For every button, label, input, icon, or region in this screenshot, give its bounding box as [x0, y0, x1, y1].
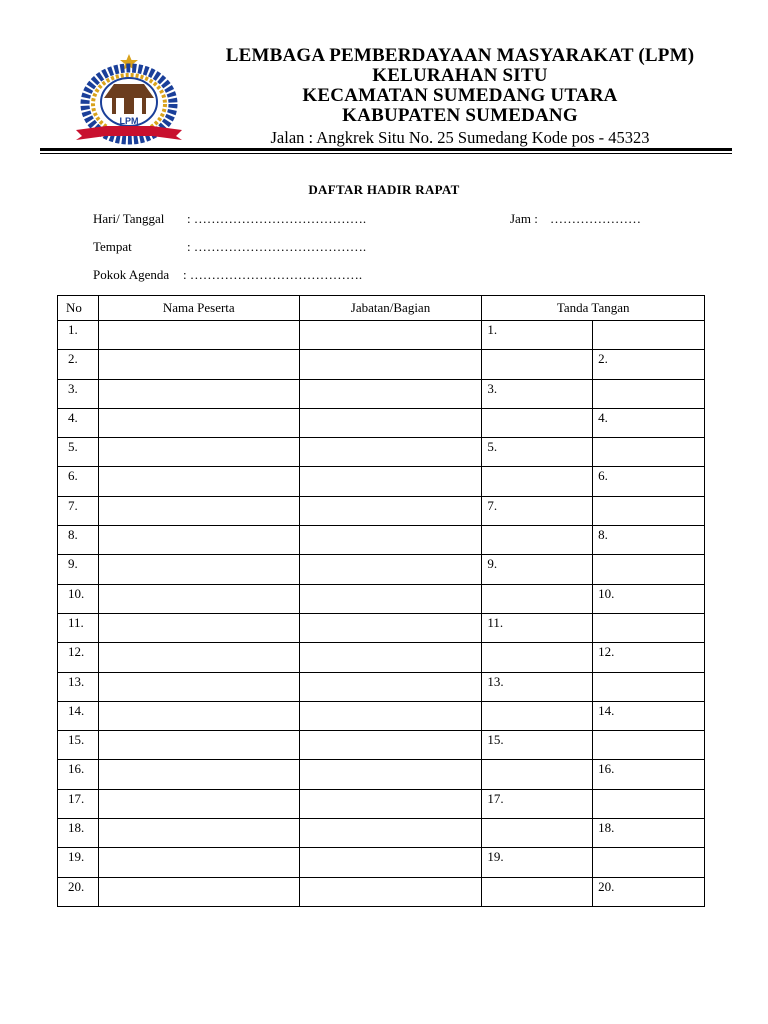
nama-peserta-cell[interactable]: [98, 408, 299, 437]
signature-right-cell[interactable]: 16.: [593, 760, 705, 789]
jabatan-cell[interactable]: [299, 877, 482, 906]
document-title: DAFTAR HADIR RAPAT: [308, 182, 460, 197]
table-row: [58, 613, 705, 642]
table-row: [58, 584, 705, 613]
row-number: 13.: [58, 672, 99, 701]
hari-tanggal-value[interactable]: : ………………………………….: [187, 211, 367, 226]
org-address: Jalan : Angkrek Situ No. 25 Sumedang Kode pos - 45323: [270, 128, 650, 147]
nama-peserta-cell[interactable]: [98, 526, 299, 555]
signature-right-cell[interactable]: 6.: [593, 467, 705, 496]
signature-left-cell[interactable]: 9.: [482, 555, 593, 584]
jabatan-cell[interactable]: [299, 467, 482, 496]
nama-peserta-cell[interactable]: [98, 789, 299, 818]
jabatan-cell[interactable]: [299, 701, 482, 730]
signature-right-cell[interactable]: 4.: [593, 408, 705, 437]
org-kabupaten: KABUPATEN SUMEDANG: [342, 105, 578, 126]
jabatan-cell[interactable]: [299, 613, 482, 642]
jabatan-cell[interactable]: [299, 350, 482, 379]
table-row: [58, 555, 705, 584]
table-row: [58, 877, 705, 906]
jabatan-cell[interactable]: [299, 731, 482, 760]
pokok-agenda-label: Pokok Agenda: [93, 267, 170, 282]
table-body: [58, 321, 705, 907]
jabatan-cell[interactable]: [299, 584, 482, 613]
header-rule-thin: [40, 153, 732, 154]
row-number: 1.: [58, 321, 99, 350]
header-jabatan: Jabatan/Bagian: [299, 296, 482, 321]
signature-right-cell[interactable]: [593, 379, 705, 408]
signature-left-cell[interactable]: 3.: [482, 379, 593, 408]
nama-peserta-cell[interactable]: [98, 672, 299, 701]
signature-right-cell[interactable]: [593, 438, 705, 467]
table-row: [58, 731, 705, 760]
table-row: [58, 379, 705, 408]
row-number: 4.: [58, 408, 99, 437]
jabatan-cell[interactable]: [299, 672, 482, 701]
signature-right-cell[interactable]: [593, 789, 705, 818]
jabatan-cell[interactable]: [299, 438, 482, 467]
jabatan-cell[interactable]: [299, 848, 482, 877]
signature-left-cell[interactable]: [482, 819, 593, 848]
table-row: [58, 819, 705, 848]
header-nama-peserta: Nama Peserta: [98, 296, 299, 321]
signature-right-cell[interactable]: [593, 555, 705, 584]
table-row: [58, 526, 705, 555]
jabatan-cell[interactable]: [299, 555, 482, 584]
row-number: 15.: [58, 731, 99, 760]
signature-left-cell[interactable]: 5.: [482, 438, 593, 467]
header-no: No: [58, 296, 99, 321]
signature-right-cell[interactable]: 8.: [593, 526, 705, 555]
signature-left-cell[interactable]: [482, 701, 593, 730]
signature-right-cell[interactable]: [593, 848, 705, 877]
signature-left-cell[interactable]: 19.: [482, 848, 593, 877]
signature-left-cell[interactable]: 1.: [482, 321, 593, 350]
signature-right-cell[interactable]: 10.: [593, 584, 705, 613]
table-row: [58, 789, 705, 818]
table-row: [58, 467, 705, 496]
signature-right-cell[interactable]: [593, 731, 705, 760]
row-number: 7.: [58, 496, 99, 525]
row-number: 10.: [58, 584, 99, 613]
signature-left-cell[interactable]: 17.: [482, 789, 593, 818]
signature-left-cell[interactable]: 11.: [482, 613, 593, 642]
nama-peserta-cell[interactable]: [98, 760, 299, 789]
row-number: 2.: [58, 350, 99, 379]
row-number: 5.: [58, 438, 99, 467]
jabatan-cell[interactable]: [299, 526, 482, 555]
org-kelurahan: KELURAHAN SITU: [372, 65, 548, 86]
jabatan-cell[interactable]: [299, 789, 482, 818]
jabatan-cell[interactable]: [299, 760, 482, 789]
signature-right-cell[interactable]: 12.: [593, 643, 705, 672]
nama-peserta-cell[interactable]: [98, 379, 299, 408]
jabatan-cell[interactable]: [299, 379, 482, 408]
org-name: LEMBAGA PEMBERDAYAAN MASYARAKAT (LPM): [225, 45, 695, 66]
table-row: [58, 701, 705, 730]
signature-right-cell[interactable]: [593, 672, 705, 701]
row-number: 9.: [58, 555, 99, 584]
jabatan-cell[interactable]: [299, 408, 482, 437]
table-row: [58, 321, 705, 350]
jam-label: Jam :: [510, 211, 538, 226]
attendance-table: [57, 295, 705, 907]
signature-left-cell[interactable]: [482, 467, 593, 496]
field-pokok-agenda: [93, 267, 362, 283]
row-number: 6.: [58, 467, 99, 496]
signature-left-cell[interactable]: [482, 526, 593, 555]
jabatan-cell[interactable]: [299, 819, 482, 848]
table-row: [58, 643, 705, 672]
nama-peserta-cell[interactable]: [98, 848, 299, 877]
nama-peserta-cell[interactable]: [98, 819, 299, 848]
jabatan-cell[interactable]: [299, 643, 482, 672]
signature-left-cell[interactable]: [482, 584, 593, 613]
field-tempat: [93, 239, 366, 255]
nama-peserta-cell[interactable]: [98, 643, 299, 672]
table-row: [58, 438, 705, 467]
row-number: 14.: [58, 701, 99, 730]
signature-left-cell[interactable]: 13.: [482, 672, 593, 701]
signature-left-cell[interactable]: [482, 760, 593, 789]
nama-peserta-cell[interactable]: [98, 321, 299, 350]
nama-peserta-cell[interactable]: [98, 731, 299, 760]
svg-text:LPM: LPM: [119, 116, 139, 126]
nama-peserta-cell[interactable]: [98, 877, 299, 906]
row-number: 19.: [58, 848, 99, 877]
table-row: [58, 350, 705, 379]
table-row: [58, 760, 705, 789]
row-number: 16.: [58, 760, 99, 789]
row-number: 17.: [58, 789, 99, 818]
row-number: 18.: [58, 819, 99, 848]
signature-right-cell[interactable]: 20.: [593, 877, 705, 906]
table-row: [58, 408, 705, 437]
signature-right-cell[interactable]: 14.: [593, 701, 705, 730]
row-number: 12.: [58, 643, 99, 672]
signature-left-cell[interactable]: [482, 350, 593, 379]
signature-right-cell[interactable]: [593, 613, 705, 642]
jabatan-cell[interactable]: [299, 496, 482, 525]
nama-peserta-cell[interactable]: [98, 701, 299, 730]
signature-left-cell[interactable]: [482, 643, 593, 672]
table-header-row: [58, 296, 705, 321]
nama-peserta-cell[interactable]: [98, 350, 299, 379]
header-tanda-tangan: Tanda Tangan: [482, 296, 705, 321]
table-row: [58, 496, 705, 525]
tempat-label: Tempat: [93, 239, 132, 254]
nama-peserta-cell[interactable]: [98, 613, 299, 642]
nama-peserta-cell[interactable]: [98, 555, 299, 584]
field-jam: [510, 211, 641, 227]
table-row: [58, 672, 705, 701]
signature-right-cell[interactable]: [593, 321, 705, 350]
tempat-value[interactable]: : ………………………………….: [187, 239, 367, 254]
hari-tanggal-label: Hari/ Tanggal: [93, 211, 165, 226]
organization-header: [200, 46, 720, 149]
jabatan-cell[interactable]: [299, 321, 482, 350]
letterhead: [40, 44, 732, 156]
nama-peserta-cell[interactable]: [98, 438, 299, 467]
header-rule-thick: [40, 148, 732, 151]
row-number: 8.: [58, 526, 99, 555]
pokok-agenda-value[interactable]: : ………………………………….: [183, 267, 363, 282]
lpm-emblem-icon: [66, 48, 192, 148]
row-number: 20.: [58, 877, 99, 906]
signature-left-cell[interactable]: 7.: [482, 496, 593, 525]
signature-left-cell[interactable]: [482, 408, 593, 437]
signature-right-cell[interactable]: [593, 496, 705, 525]
org-kecamatan: KECAMATAN SUMEDANG UTARA: [302, 85, 618, 106]
signature-left-cell[interactable]: [482, 877, 593, 906]
signature-right-cell[interactable]: 2.: [593, 350, 705, 379]
field-hari-tanggal: [93, 211, 366, 227]
row-number: 11.: [58, 613, 99, 642]
signature-right-cell[interactable]: 18.: [593, 819, 705, 848]
table-row: [58, 848, 705, 877]
nama-peserta-cell[interactable]: [98, 496, 299, 525]
jam-value[interactable]: …………………: [550, 211, 641, 226]
signature-left-cell[interactable]: 15.: [482, 731, 593, 760]
row-number: 3.: [58, 379, 99, 408]
nama-peserta-cell[interactable]: [98, 584, 299, 613]
nama-peserta-cell[interactable]: [98, 467, 299, 496]
